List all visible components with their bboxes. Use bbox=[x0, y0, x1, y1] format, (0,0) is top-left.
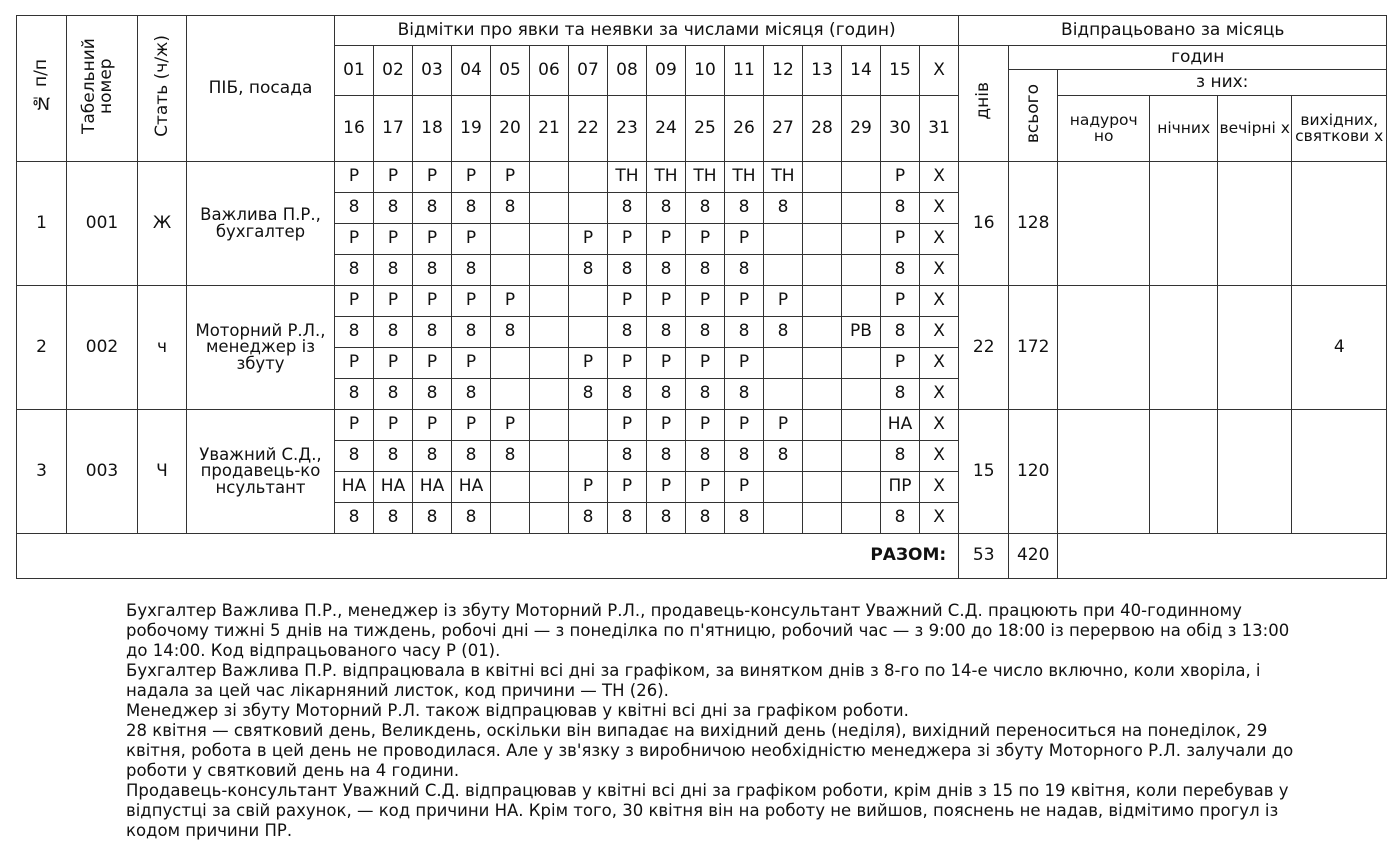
day-cell: Х bbox=[920, 379, 959, 410]
day-cell: Р bbox=[725, 410, 764, 441]
day-header-top: 06 bbox=[530, 46, 569, 96]
employee-num: 2 bbox=[17, 286, 67, 410]
total-empty bbox=[1058, 534, 1387, 579]
employee-num: 3 bbox=[17, 410, 67, 534]
notes-block bbox=[126, 601, 1306, 841]
day-cell: 8 bbox=[335, 379, 374, 410]
header-sex: Стать (ч/ж) bbox=[138, 16, 187, 162]
note-paragraph: 28 квітня — святковий день, Великдень, оскільки він випадає на вихідний день (неділя), вихідний переноситься на понеділок, 29 квітня, робота в цей день не проводилася. Але у зв'язку з виробничою необхідністю менеджера зі збуту Моторного Р.Л. залучали до роботи у святковий день на 4 години. bbox=[126, 721, 1294, 780]
employee-name: Уважний С.Д., продавець-ко нсультант bbox=[187, 410, 335, 534]
day-cell bbox=[842, 224, 881, 255]
day-cell bbox=[842, 503, 881, 534]
employee-hours: 128 bbox=[1009, 162, 1058, 286]
day-cell: 8 bbox=[686, 193, 725, 224]
employee-tab-number: 002 bbox=[67, 286, 138, 410]
day-cell: Р bbox=[647, 224, 686, 255]
header-marks: Відмітки про явки та неявки за числами місяця (годин) bbox=[335, 16, 959, 46]
day-cell: 8 bbox=[608, 193, 647, 224]
day-cell bbox=[530, 317, 569, 348]
day-header-top: 01 bbox=[335, 46, 374, 96]
day-cell: Р bbox=[881, 224, 920, 255]
day-cell: Р bbox=[374, 348, 413, 379]
day-cell: Р bbox=[452, 224, 491, 255]
day-cell: 8 bbox=[569, 255, 608, 286]
table-row bbox=[17, 286, 1387, 317]
day-cell: Х bbox=[920, 224, 959, 255]
day-cell bbox=[803, 472, 842, 503]
day-cell: Р bbox=[725, 472, 764, 503]
timesheet-table bbox=[16, 15, 1387, 579]
day-cell: НА bbox=[374, 472, 413, 503]
day-cell: РВ bbox=[842, 317, 881, 348]
day-cell: 8 bbox=[881, 193, 920, 224]
day-cell: 8 bbox=[647, 255, 686, 286]
employee-hours: 172 bbox=[1009, 286, 1058, 410]
day-cell: Х bbox=[920, 162, 959, 193]
day-cell bbox=[530, 224, 569, 255]
day-cell: 8 bbox=[608, 255, 647, 286]
employee-name: Важлива П.Р., бухгалтер bbox=[187, 162, 335, 286]
day-cell bbox=[569, 441, 608, 472]
employee-tab-number: 003 bbox=[67, 410, 138, 534]
day-cell: Р bbox=[452, 348, 491, 379]
day-header-bottom: 24 bbox=[647, 96, 686, 162]
day-cell: Х bbox=[920, 348, 959, 379]
day-cell bbox=[803, 193, 842, 224]
day-cell bbox=[764, 379, 803, 410]
day-header-top: 12 bbox=[764, 46, 803, 96]
day-cell: Р bbox=[608, 472, 647, 503]
total-hours: 420 bbox=[1009, 534, 1058, 579]
employee-evening bbox=[1218, 286, 1292, 410]
day-cell: ТН bbox=[686, 162, 725, 193]
header-total: всього bbox=[1009, 70, 1058, 162]
day-cell: НА bbox=[881, 410, 920, 441]
day-cell: 8 bbox=[686, 255, 725, 286]
day-header-bottom: 23 bbox=[608, 96, 647, 162]
day-cell bbox=[569, 410, 608, 441]
header-night: нічних bbox=[1150, 96, 1218, 162]
day-cell: Р bbox=[686, 472, 725, 503]
day-cell: Р bbox=[647, 410, 686, 441]
day-cell: 8 bbox=[491, 193, 530, 224]
day-cell: 8 bbox=[647, 317, 686, 348]
day-cell: Р bbox=[725, 348, 764, 379]
day-cell: 8 bbox=[725, 255, 764, 286]
day-cell: Р bbox=[647, 286, 686, 317]
day-cell: 8 bbox=[452, 193, 491, 224]
day-cell: Р bbox=[881, 348, 920, 379]
day-cell bbox=[803, 162, 842, 193]
employee-name: Моторний Р.Л., менеджер із збуту bbox=[187, 286, 335, 410]
employee-overtime bbox=[1058, 162, 1150, 286]
day-header-bottom: 31 bbox=[920, 96, 959, 162]
day-cell bbox=[803, 255, 842, 286]
day-header-bottom: 19 bbox=[452, 96, 491, 162]
day-cell: 8 bbox=[725, 379, 764, 410]
day-cell bbox=[491, 224, 530, 255]
day-cell bbox=[530, 286, 569, 317]
day-cell: Х bbox=[920, 286, 959, 317]
day-cell bbox=[803, 441, 842, 472]
day-cell bbox=[803, 286, 842, 317]
employee-num: 1 bbox=[17, 162, 67, 286]
day-cell: Р bbox=[374, 162, 413, 193]
day-cell: 8 bbox=[647, 193, 686, 224]
day-cell: Р bbox=[491, 410, 530, 441]
employee-hours: 120 bbox=[1009, 410, 1058, 534]
employee-holidays: 4 bbox=[1292, 286, 1387, 410]
day-cell: 8 bbox=[413, 441, 452, 472]
day-cell: 8 bbox=[374, 255, 413, 286]
day-cell: 8 bbox=[608, 379, 647, 410]
day-cell: Р bbox=[686, 224, 725, 255]
day-cell: 8 bbox=[335, 441, 374, 472]
day-cell: Р bbox=[452, 162, 491, 193]
day-header-bottom: 21 bbox=[530, 96, 569, 162]
day-cell: 8 bbox=[491, 441, 530, 472]
day-header-bottom: 16 bbox=[335, 96, 374, 162]
day-header-top: 04 bbox=[452, 46, 491, 96]
day-cell: Р bbox=[452, 410, 491, 441]
day-cell bbox=[842, 348, 881, 379]
day-cell bbox=[764, 503, 803, 534]
day-header-bottom: 26 bbox=[725, 96, 764, 162]
day-cell: 8 bbox=[725, 193, 764, 224]
day-cell: 8 bbox=[491, 317, 530, 348]
day-cell: Х bbox=[920, 317, 959, 348]
day-cell: Р bbox=[569, 472, 608, 503]
day-header-top: 11 bbox=[725, 46, 764, 96]
header-holidays: вихідних, святкови х bbox=[1292, 96, 1387, 162]
day-cell: 8 bbox=[647, 379, 686, 410]
day-cell: Р bbox=[764, 410, 803, 441]
day-cell: Р bbox=[686, 348, 725, 379]
day-cell: 8 bbox=[764, 317, 803, 348]
header-of-them: з них: bbox=[1058, 70, 1387, 96]
employee-days: 22 bbox=[959, 286, 1009, 410]
day-cell: 8 bbox=[881, 503, 920, 534]
day-cell: 8 bbox=[452, 317, 491, 348]
day-cell: 8 bbox=[374, 193, 413, 224]
day-header-bottom: 25 bbox=[686, 96, 725, 162]
header-hours: годин bbox=[1009, 46, 1387, 70]
day-cell: ПР bbox=[881, 472, 920, 503]
day-cell bbox=[764, 472, 803, 503]
day-cell bbox=[530, 379, 569, 410]
day-header-bottom: 27 bbox=[764, 96, 803, 162]
day-cell: 8 bbox=[686, 503, 725, 534]
day-cell: ТН bbox=[647, 162, 686, 193]
day-cell bbox=[803, 317, 842, 348]
note-paragraph: Менеджер зі збуту Моторний Р.Л. також відпрацював у квітні всі дні за графіком роботи. bbox=[126, 701, 909, 720]
day-cell: 8 bbox=[335, 255, 374, 286]
day-cell bbox=[530, 410, 569, 441]
employee-evening bbox=[1218, 162, 1292, 286]
day-cell: Р bbox=[335, 286, 374, 317]
day-cell: Р bbox=[686, 410, 725, 441]
day-cell: ТН bbox=[725, 162, 764, 193]
day-cell: 8 bbox=[686, 317, 725, 348]
day-cell bbox=[569, 162, 608, 193]
day-cell: 8 bbox=[881, 317, 920, 348]
day-cell: 8 bbox=[725, 441, 764, 472]
header-num: № п/п bbox=[17, 16, 67, 162]
day-cell bbox=[530, 193, 569, 224]
day-cell: НА bbox=[413, 472, 452, 503]
day-cell bbox=[842, 379, 881, 410]
day-cell: 8 bbox=[374, 441, 413, 472]
day-header-bottom: 30 bbox=[881, 96, 920, 162]
day-cell: Х bbox=[920, 193, 959, 224]
day-cell bbox=[842, 410, 881, 441]
day-cell bbox=[842, 286, 881, 317]
employee-holidays bbox=[1292, 410, 1387, 534]
day-header-bottom: 20 bbox=[491, 96, 530, 162]
day-cell bbox=[803, 410, 842, 441]
day-cell: ТН bbox=[608, 162, 647, 193]
day-cell bbox=[842, 162, 881, 193]
day-cell: Х bbox=[920, 410, 959, 441]
day-header-top: 14 bbox=[842, 46, 881, 96]
day-cell: Р bbox=[608, 286, 647, 317]
day-cell: 8 bbox=[413, 193, 452, 224]
day-cell: НА bbox=[452, 472, 491, 503]
day-cell bbox=[842, 255, 881, 286]
day-cell: 8 bbox=[881, 255, 920, 286]
table-row bbox=[17, 410, 1387, 441]
day-cell: 8 bbox=[881, 441, 920, 472]
day-header-bottom: 29 bbox=[842, 96, 881, 162]
day-cell: Р bbox=[413, 410, 452, 441]
day-cell: 8 bbox=[608, 503, 647, 534]
day-cell: Р bbox=[608, 410, 647, 441]
day-cell bbox=[764, 255, 803, 286]
day-cell: 8 bbox=[764, 441, 803, 472]
day-cell: 8 bbox=[686, 379, 725, 410]
day-header-top: 10 bbox=[686, 46, 725, 96]
day-cell bbox=[491, 348, 530, 379]
day-cell: Р bbox=[413, 286, 452, 317]
day-cell: Р bbox=[374, 286, 413, 317]
day-cell: Р bbox=[686, 286, 725, 317]
day-cell: 8 bbox=[647, 503, 686, 534]
day-cell: Х bbox=[920, 503, 959, 534]
day-cell: 8 bbox=[569, 503, 608, 534]
employee-days: 16 bbox=[959, 162, 1009, 286]
day-cell bbox=[530, 255, 569, 286]
day-header-top: Х bbox=[920, 46, 959, 96]
day-cell: Р bbox=[608, 348, 647, 379]
day-cell: Р bbox=[491, 162, 530, 193]
day-cell bbox=[530, 503, 569, 534]
employee-overtime bbox=[1058, 410, 1150, 534]
day-cell: ТН bbox=[764, 162, 803, 193]
day-cell: Р bbox=[569, 224, 608, 255]
day-header-top: 07 bbox=[569, 46, 608, 96]
day-cell: Р bbox=[335, 224, 374, 255]
day-cell bbox=[842, 193, 881, 224]
day-header-top: 05 bbox=[491, 46, 530, 96]
day-header-top: 08 bbox=[608, 46, 647, 96]
header-days: днів bbox=[959, 46, 1009, 162]
day-cell: Х bbox=[920, 441, 959, 472]
day-cell bbox=[491, 503, 530, 534]
day-cell: 8 bbox=[413, 317, 452, 348]
day-cell: 8 bbox=[725, 317, 764, 348]
day-header-bottom: 22 bbox=[569, 96, 608, 162]
table-row bbox=[17, 162, 1387, 193]
day-cell: 8 bbox=[686, 441, 725, 472]
day-cell: 8 bbox=[608, 317, 647, 348]
header-pib: ПІБ, посада bbox=[187, 16, 335, 162]
employee-days: 15 bbox=[959, 410, 1009, 534]
employee-night bbox=[1150, 410, 1218, 534]
day-cell bbox=[842, 472, 881, 503]
employee-sex: Ж bbox=[138, 162, 187, 286]
day-cell: 8 bbox=[335, 193, 374, 224]
day-cell: Р bbox=[647, 472, 686, 503]
day-cell bbox=[803, 379, 842, 410]
day-header-bottom: 18 bbox=[413, 96, 452, 162]
day-cell: Р bbox=[764, 286, 803, 317]
total-days: 53 bbox=[959, 534, 1009, 579]
day-cell bbox=[491, 472, 530, 503]
day-cell: Р bbox=[335, 410, 374, 441]
day-cell: Р bbox=[608, 224, 647, 255]
employee-night bbox=[1150, 286, 1218, 410]
day-cell: 8 bbox=[374, 317, 413, 348]
day-cell: 8 bbox=[608, 441, 647, 472]
employee-night bbox=[1150, 162, 1218, 286]
day-cell: Р bbox=[491, 286, 530, 317]
day-cell: 8 bbox=[413, 255, 452, 286]
day-cell: Р bbox=[413, 348, 452, 379]
day-cell: Р bbox=[335, 348, 374, 379]
day-cell bbox=[569, 286, 608, 317]
day-cell: Р bbox=[881, 162, 920, 193]
day-cell: 8 bbox=[452, 441, 491, 472]
day-header-top: 15 bbox=[881, 46, 920, 96]
day-cell bbox=[842, 441, 881, 472]
header-evening: вечірні х bbox=[1218, 96, 1292, 162]
day-cell: 8 bbox=[374, 379, 413, 410]
day-cell: 8 bbox=[452, 255, 491, 286]
header-tab-number: Табельний номер bbox=[67, 16, 138, 162]
day-cell: 8 bbox=[374, 503, 413, 534]
day-cell: 8 bbox=[647, 441, 686, 472]
day-cell: 8 bbox=[335, 503, 374, 534]
employee-holidays bbox=[1292, 162, 1387, 286]
day-cell bbox=[491, 255, 530, 286]
employee-sex: Ч bbox=[138, 410, 187, 534]
day-cell: Р bbox=[452, 286, 491, 317]
day-cell bbox=[764, 224, 803, 255]
day-cell: Р bbox=[335, 162, 374, 193]
day-cell: 8 bbox=[335, 317, 374, 348]
note-paragraph: Бухгалтер Важлива П.Р., менеджер із збуту Моторний Р.Л., продавець-консультант Уважний С.Д. працюють при 40-годинному робочому тижні 5 днів на тиждень, робочі дні — з понеділка по п'ятницю, робочий час — з 9:00 до 18:00 із перервою на обід з 13:00 до 14:00. Код відпрацьованого часу Р (01). bbox=[126, 601, 1290, 660]
day-cell: 8 bbox=[413, 379, 452, 410]
day-cell bbox=[530, 441, 569, 472]
day-cell: Р bbox=[374, 224, 413, 255]
day-cell bbox=[569, 193, 608, 224]
day-cell: Р bbox=[881, 286, 920, 317]
day-cell: 8 bbox=[569, 379, 608, 410]
day-cell: Р bbox=[569, 348, 608, 379]
day-cell: 8 bbox=[452, 503, 491, 534]
day-cell: Р bbox=[725, 286, 764, 317]
day-cell bbox=[530, 472, 569, 503]
day-cell: Р bbox=[374, 410, 413, 441]
day-cell bbox=[803, 503, 842, 534]
day-cell bbox=[569, 317, 608, 348]
total-label: РАЗОМ: bbox=[17, 534, 959, 579]
day-cell bbox=[491, 379, 530, 410]
day-cell: Х bbox=[920, 255, 959, 286]
day-cell bbox=[530, 162, 569, 193]
day-header-top: 02 bbox=[374, 46, 413, 96]
day-cell: Р bbox=[413, 224, 452, 255]
day-cell: Р bbox=[413, 162, 452, 193]
day-header-top: 09 bbox=[647, 46, 686, 96]
employee-tab-number: 001 bbox=[67, 162, 138, 286]
day-cell: Р bbox=[725, 224, 764, 255]
day-header-top: 13 bbox=[803, 46, 842, 96]
employee-evening bbox=[1218, 410, 1292, 534]
day-cell bbox=[530, 348, 569, 379]
day-header-top: 03 bbox=[413, 46, 452, 96]
header-overtime: надуроч но bbox=[1058, 96, 1150, 162]
day-cell bbox=[803, 348, 842, 379]
day-header-bottom: 28 bbox=[803, 96, 842, 162]
employee-overtime bbox=[1058, 286, 1150, 410]
day-cell bbox=[803, 224, 842, 255]
day-cell: 8 bbox=[413, 503, 452, 534]
day-cell: Х bbox=[920, 472, 959, 503]
note-paragraph: Продавець-консультант Уважний С.Д. відпрацював у квітні всі дні за графіком роботи, крім днів з 15 по 19 квітня, коли перебував у відпустці за свій рахунок, — код причини НА. Крім того, 30 квітня він на роботу не вийшов, пояснень не надав, відмітимо прогул із кодом причини ПР. bbox=[126, 781, 1289, 840]
day-cell: 8 bbox=[725, 503, 764, 534]
day-header-bottom: 17 bbox=[374, 96, 413, 162]
day-cell: НА bbox=[335, 472, 374, 503]
note-paragraph: Бухгалтер Важлива П.Р. відпрацювала в квітні всі дні за графіком, за винятком днів з 8-го по 14-е число включно, коли хворіла, і надала за цей час лікарняний листок, код причини — ТН (26). bbox=[126, 661, 1261, 700]
day-cell: 8 bbox=[764, 193, 803, 224]
day-cell: 8 bbox=[881, 379, 920, 410]
day-cell: 8 bbox=[452, 379, 491, 410]
header-worked: Відпрацьовано за місяць bbox=[959, 16, 1387, 46]
day-cell: Р bbox=[647, 348, 686, 379]
day-cell bbox=[764, 348, 803, 379]
employee-sex: ч bbox=[138, 286, 187, 410]
